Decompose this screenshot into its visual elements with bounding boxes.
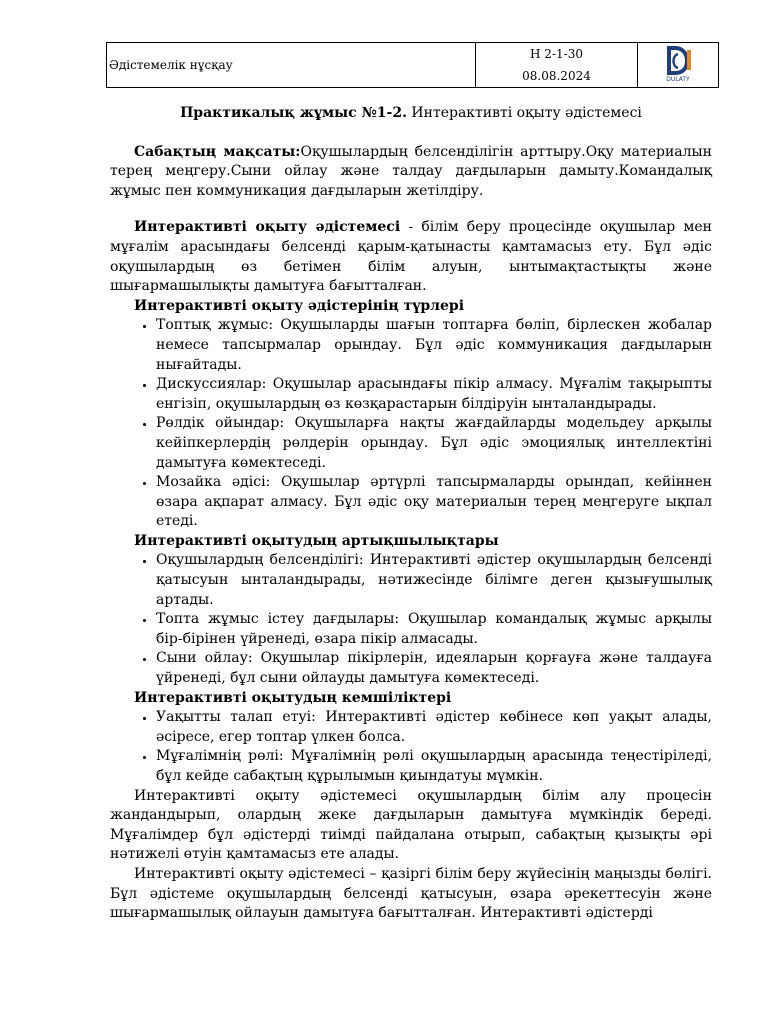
definition-text: - білім беру процесінде оқушылар мен мұғалім арасындағы белсенді қарым-қатынасты қамтамасыз ету. Бұл әдіс оқушылардың өз бетімен білім алуын, ынтымақтастықты және шығармашылықты дамытуға бағытталған. — [110, 219, 713, 295]
list-item: • Мозайка әдісі: Оқушылар әртүрлі тапсырмаларды орындап, кейіннен өзара ақпарат алмасу. Бұл әдіс оқу материалын терең меңгеруге ықпал етеді. — [156, 473, 712, 532]
disadvantages-heading: Интерактивті оқытудың кемшіліктері — [134, 689, 452, 706]
list-item: • Рөлдік ойындар: Оқушыларға нақты жағдайларды модельдеу арқылы кейіпкерлердің рөлдерін орындау. Бұл әдіс эмоциялық интеллектіні дамытуға көмектеседі. — [156, 414, 712, 473]
types-list — [110, 316, 712, 532]
advantages-heading: Интерактивті оқытудың артықшылықтары — [134, 532, 499, 549]
goal-label: Сабақтың мақсаты: — [134, 143, 301, 160]
closing-paragraph: Интерактивті оқыту әдістемесі оқушылардың білім алу процесін жандандырып, олардың жеке дағдыларын дамытуға мүмкіндік береді. Мұғалімдер бұл әдістерді тиімді пайдалана отырып, сабақтың қызықты әрі нәтижелі өтуін қамтамасыз ете алады. — [110, 787, 712, 863]
list-item: • Мұғалімнің рөлі: Мұғалімнің рөлі оқушылардың арасында теңестіріледі, бұл кейде сабақтың құрылымын қиындатуы мүмкін. — [156, 747, 712, 786]
page-title — [110, 104, 712, 124]
doc-type-cell — [107, 43, 476, 88]
types-heading: Интерактивті оқыту әдістерінің түрлері — [134, 297, 465, 314]
doc-code: Н 2-1-30 — [530, 47, 583, 61]
doc-type: Әдістемелік нұсқау — [109, 58, 233, 72]
list-item: • Дискуссиялар: Оқушылар арасындағы пікір алмасу. Мұғалім тақырыпты енгізіп, оқушылардың өз көзқарастарын білдіруін ынталандырады. — [156, 375, 712, 414]
goal-text: Оқушылардың белсенділігін арттыру.Оқу материалын терең меңгеру.Сыни ойлау және талдау дағдыларын дамыту.Командалық жұмыс пен коммуникация дағдыларын жетілдіру. — [110, 143, 712, 199]
closing-paragraph: Интерактивті оқыту әдістемесі – қазіргі білім беру жүйесінің маңызды бөлігі. Бұл әдістеме оқушылардың белсенді қатысуын, өзара әрекеттесуін және шығармашылық ойлауын дамытуға бағытталған. Интерактивті әдістерді — [110, 865, 712, 922]
advantages-list — [110, 551, 712, 688]
definition-paragraph — [110, 218, 712, 296]
list-item: • Уақытты талап етуі: Интерактивті әдістер көбінесе көп уақыт алады, әсіресе, егер топтар үлкен болса. — [156, 708, 712, 747]
list-item: • Топта жұмыс істеу дағдылары: Оқушылар командалық жұмыс арқылы бір-бірінен үйренеді, өзара пікір алмасады. — [156, 610, 712, 649]
doc-date: 08.08.2024 — [522, 69, 591, 83]
doc-meta-cell — [476, 43, 638, 88]
list-item: • Топтық жұмыс: Оқушыларды шағын топтарға бөліп, бірлескен жобалар немесе тапсырмалар орындау. Бұл әдіс коммуникация дағдыларын нығайтады. — [156, 316, 712, 375]
definition-term: Интерактивті оқыту әдістемесі — [134, 219, 401, 236]
document-header-table — [106, 42, 719, 88]
list-item: • Сыни ойлау: Оқушылар пікірлерін, идеяларын қорғауға және талдауға үйренеді, бұл сыни ойлауды дамытуға көмектеседі. — [156, 649, 712, 688]
list-item: • Оқушылардың белсенділігі: Интерактивті әдістер оқушылардың белсенді қатысуын ынталандырады, нәтижесінде білімге деген қызығушылық артады. — [156, 551, 712, 610]
title-number: Практикалық жұмыс №1-2. — [180, 105, 407, 121]
disadvantages-list — [110, 708, 712, 786]
logo-text: DULATY — [666, 75, 690, 83]
title-topic: Интерактивті оқыту әдістемесі — [406, 105, 642, 121]
goal-paragraph — [110, 143, 712, 202]
document-body — [110, 104, 712, 924]
logo-cell — [638, 43, 719, 88]
university-logo-icon — [658, 44, 698, 84]
